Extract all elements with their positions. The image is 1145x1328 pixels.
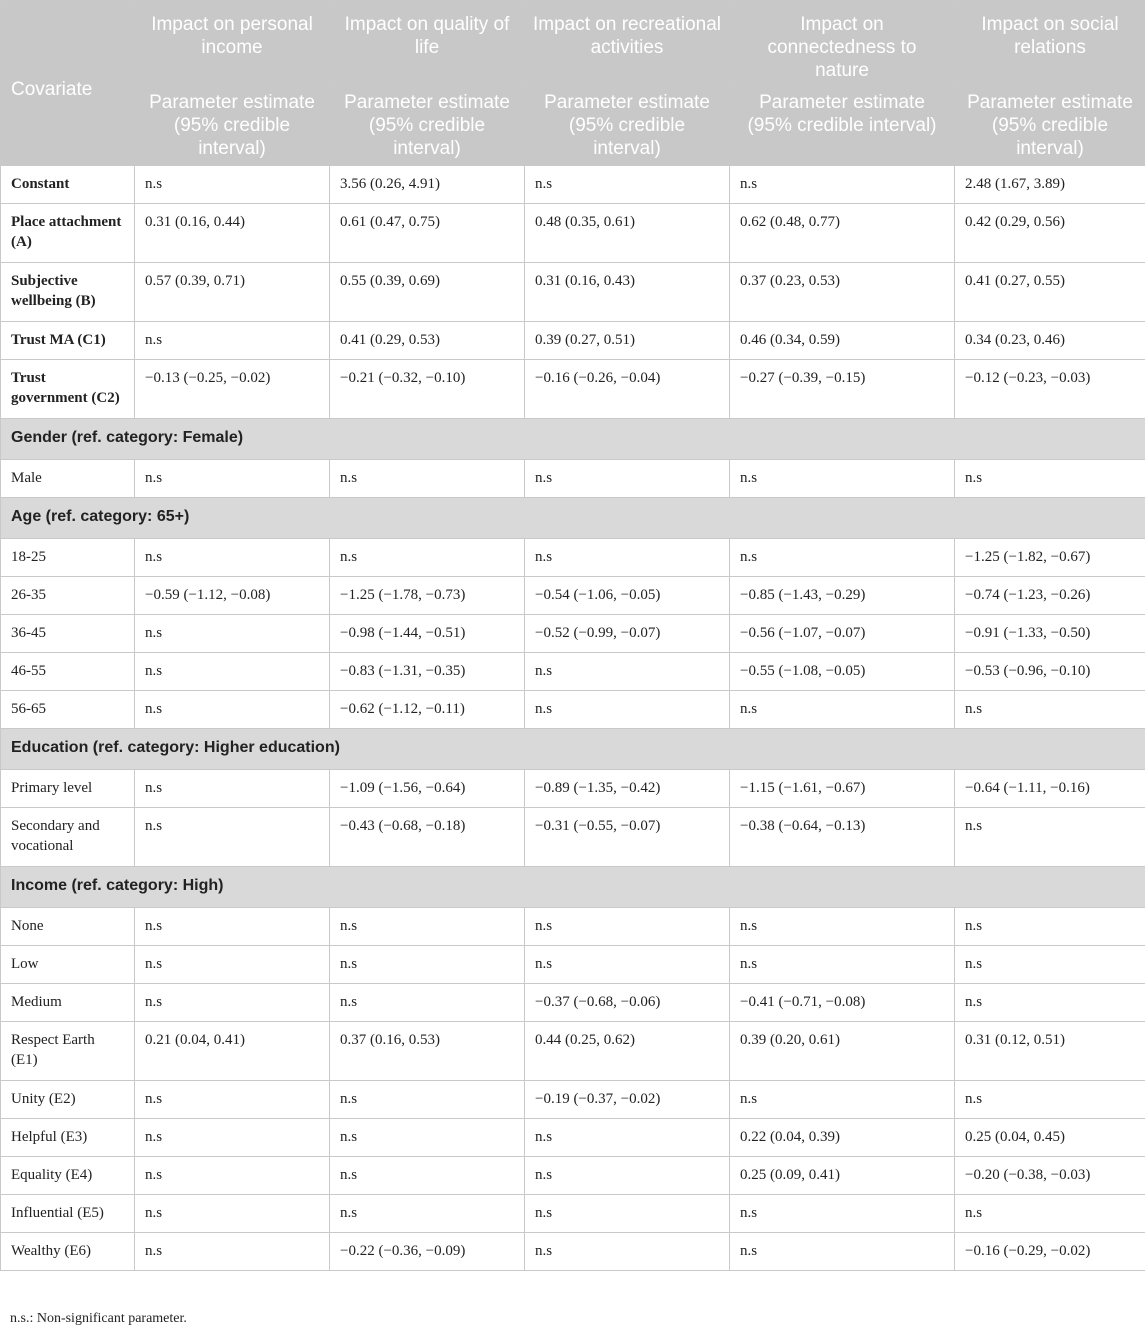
column-subtitle: Parameter estimate (95% credible interval) xyxy=(525,83,730,166)
estimate-cell: 0.31 (0.16, 0.44) xyxy=(135,204,330,263)
covariate-cell: Trust government (C2) xyxy=(1,360,135,419)
estimate-cell: n.s xyxy=(730,1081,955,1119)
covariate-cell: Trust MA (C1) xyxy=(1,322,135,360)
estimate-cell: n.s xyxy=(135,1195,330,1233)
estimate-cell: −0.22 (−0.36, −0.09) xyxy=(330,1233,525,1271)
estimate-cell: n.s xyxy=(730,1233,955,1271)
table-row xyxy=(1,360,1145,419)
estimate-cell: 0.48 (0.35, 0.61) xyxy=(525,204,730,263)
estimate-cell: n.s xyxy=(135,770,330,808)
estimate-cell: −1.25 (−1.78, −0.73) xyxy=(330,577,525,615)
table-row xyxy=(1,204,1145,263)
table-row xyxy=(1,166,1145,204)
estimate-cell: −0.98 (−1.44, −0.51) xyxy=(330,615,525,653)
covariate-cell: 26-35 xyxy=(1,577,135,615)
table-row xyxy=(1,808,1145,867)
table-row xyxy=(1,691,1145,729)
estimate-cell: n.s xyxy=(525,1233,730,1271)
section-label: Education (ref. category: Higher education) xyxy=(1,729,1145,770)
covariate-cell: 18-25 xyxy=(1,539,135,577)
estimate-cell: n.s xyxy=(525,653,730,691)
estimate-cell: 0.31 (0.12, 0.51) xyxy=(955,1022,1145,1081)
covariate-cell: Secondary and vocational xyxy=(1,808,135,867)
estimate-cell: 0.44 (0.25, 0.62) xyxy=(525,1022,730,1081)
estimate-cell: n.s xyxy=(955,984,1145,1022)
estimate-cell: n.s xyxy=(330,460,525,498)
covariate-cell: Place attachment (A) xyxy=(1,204,135,263)
estimate-cell: −0.16 (−0.26, −0.04) xyxy=(525,360,730,419)
table-row xyxy=(1,908,1145,946)
estimate-cell: n.s xyxy=(135,946,330,984)
estimate-cell: −1.25 (−1.82, −0.67) xyxy=(955,539,1145,577)
estimate-cell: n.s xyxy=(525,460,730,498)
estimate-cell: −0.54 (−1.06, −0.05) xyxy=(525,577,730,615)
estimate-cell: 0.46 (0.34, 0.59) xyxy=(730,322,955,360)
covariate-cell: Low xyxy=(1,946,135,984)
column-title: Impact on connectedness to nature xyxy=(730,1,955,83)
column-title: Impact on social relations xyxy=(955,1,1145,83)
estimate-cell: −1.09 (−1.56, −0.64) xyxy=(330,770,525,808)
estimate-cell: n.s xyxy=(525,1119,730,1157)
table-row xyxy=(1,1195,1145,1233)
estimate-cell: n.s xyxy=(135,1081,330,1119)
estimate-cell: −0.83 (−1.31, −0.35) xyxy=(330,653,525,691)
estimate-cell: n.s xyxy=(135,615,330,653)
column-title: Impact on personal income xyxy=(135,1,330,83)
estimate-cell: 0.42 (0.29, 0.56) xyxy=(955,204,1145,263)
estimate-cell: n.s xyxy=(135,984,330,1022)
table-row xyxy=(1,322,1145,360)
table-row xyxy=(1,1157,1145,1195)
estimate-cell: n.s xyxy=(330,539,525,577)
estimate-cell: n.s xyxy=(955,946,1145,984)
estimate-cell: −0.38 (−0.64, −0.13) xyxy=(730,808,955,867)
estimate-cell: n.s xyxy=(730,691,955,729)
covariate-cell: Influential (E5) xyxy=(1,1195,135,1233)
section-row xyxy=(1,729,1145,770)
section-row xyxy=(1,498,1145,539)
estimate-cell: n.s xyxy=(135,166,330,204)
estimate-cell: −0.59 (−1.12, −0.08) xyxy=(135,577,330,615)
covariate-cell: Unity (E2) xyxy=(1,1081,135,1119)
estimate-cell: 0.34 (0.23, 0.46) xyxy=(955,322,1145,360)
column-subtitle: Parameter estimate (95% credible interval) xyxy=(135,83,330,166)
estimate-cell: −0.89 (−1.35, −0.42) xyxy=(525,770,730,808)
table-row xyxy=(1,577,1145,615)
estimate-cell: 0.57 (0.39, 0.71) xyxy=(135,263,330,322)
covariate-cell: Constant xyxy=(1,166,135,204)
estimate-cell: −0.37 (−0.68, −0.06) xyxy=(525,984,730,1022)
estimate-cell: n.s xyxy=(330,1119,525,1157)
table-row xyxy=(1,653,1145,691)
estimate-cell: 0.25 (0.04, 0.45) xyxy=(955,1119,1145,1157)
table-row xyxy=(1,539,1145,577)
estimate-cell: n.s xyxy=(730,1195,955,1233)
estimate-cell: 0.25 (0.09, 0.41) xyxy=(730,1157,955,1195)
estimate-cell: n.s xyxy=(525,908,730,946)
estimate-cell: n.s xyxy=(330,984,525,1022)
table-row xyxy=(1,1022,1145,1081)
estimate-cell: n.s xyxy=(955,691,1145,729)
covariate-cell: Helpful (E3) xyxy=(1,1119,135,1157)
estimate-cell: −0.62 (−1.12, −0.11) xyxy=(330,691,525,729)
estimate-cell: 0.39 (0.20, 0.61) xyxy=(730,1022,955,1081)
covariate-cell: Equality (E4) xyxy=(1,1157,135,1195)
estimate-cell: n.s xyxy=(135,460,330,498)
table-row xyxy=(1,1233,1145,1271)
table-row xyxy=(1,984,1145,1022)
covariate-cell: Primary level xyxy=(1,770,135,808)
estimate-cell: n.s xyxy=(730,460,955,498)
estimate-cell: 0.22 (0.04, 0.39) xyxy=(730,1119,955,1157)
covariate-cell: None xyxy=(1,908,135,946)
estimate-cell: n.s xyxy=(525,946,730,984)
covariate-cell: Wealthy (E6) xyxy=(1,1233,135,1271)
estimate-cell: 3.56 (0.26, 4.91) xyxy=(330,166,525,204)
estimate-cell: n.s xyxy=(330,1195,525,1233)
estimate-cell: n.s xyxy=(730,908,955,946)
column-title: Impact on recreational activities xyxy=(525,1,730,83)
estimate-cell: n.s xyxy=(730,166,955,204)
estimate-cell: n.s xyxy=(955,1081,1145,1119)
estimate-cell: n.s xyxy=(525,166,730,204)
covariate-cell: Medium xyxy=(1,984,135,1022)
section-row xyxy=(1,419,1145,460)
table-row xyxy=(1,770,1145,808)
estimate-cell: n.s xyxy=(525,539,730,577)
estimate-cell: n.s xyxy=(135,908,330,946)
estimate-cell: 0.62 (0.48, 0.77) xyxy=(730,204,955,263)
estimate-cell: 0.61 (0.47, 0.75) xyxy=(330,204,525,263)
table-row xyxy=(1,1081,1145,1119)
estimate-cell: −0.16 (−0.29, −0.02) xyxy=(955,1233,1145,1271)
estimate-cell: −0.74 (−1.23, −0.26) xyxy=(955,577,1145,615)
estimate-cell: n.s xyxy=(135,653,330,691)
covariate-cell: 36-45 xyxy=(1,615,135,653)
estimate-cell: 0.39 (0.27, 0.51) xyxy=(525,322,730,360)
estimate-cell: n.s xyxy=(330,1157,525,1195)
estimate-cell: 0.37 (0.16, 0.53) xyxy=(330,1022,525,1081)
covariate-cell: 56-65 xyxy=(1,691,135,729)
estimate-cell: −0.64 (−1.11, −0.16) xyxy=(955,770,1145,808)
estimate-cell: −0.12 (−0.23, −0.03) xyxy=(955,360,1145,419)
estimate-cell: 0.41 (0.27, 0.55) xyxy=(955,263,1145,322)
estimate-cell: −0.21 (−0.32, −0.10) xyxy=(330,360,525,419)
column-subtitle: Parameter estimate (95% credible interval) xyxy=(955,83,1145,166)
covariate-header: Covariate xyxy=(1,1,135,166)
table-row xyxy=(1,263,1145,322)
estimate-cell: n.s xyxy=(330,1081,525,1119)
estimate-cell: 0.55 (0.39, 0.69) xyxy=(330,263,525,322)
estimate-cell: n.s xyxy=(135,539,330,577)
estimate-cell: −0.13 (−0.25, −0.02) xyxy=(135,360,330,419)
estimate-cell: n.s xyxy=(730,539,955,577)
estimate-cell: −0.91 (−1.33, −0.50) xyxy=(955,615,1145,653)
estimate-cell: n.s xyxy=(525,1157,730,1195)
estimate-cell: n.s xyxy=(135,1233,330,1271)
estimate-cell: −0.31 (−0.55, −0.07) xyxy=(525,808,730,867)
table-row xyxy=(1,460,1145,498)
estimate-cell: n.s xyxy=(330,908,525,946)
estimate-cell: n.s xyxy=(955,460,1145,498)
estimate-cell: n.s xyxy=(525,691,730,729)
estimate-cell: −0.52 (−0.99, −0.07) xyxy=(525,615,730,653)
covariate-cell: Male xyxy=(1,460,135,498)
estimate-cell: −0.19 (−0.37, −0.02) xyxy=(525,1081,730,1119)
estimate-cell: −0.27 (−0.39, −0.15) xyxy=(730,360,955,419)
estimate-cell: n.s xyxy=(135,1157,330,1195)
estimate-cell: 0.31 (0.16, 0.43) xyxy=(525,263,730,322)
estimate-cell: −0.56 (−1.07, −0.07) xyxy=(730,615,955,653)
estimate-cell: n.s xyxy=(135,691,330,729)
estimate-cell: −0.41 (−0.71, −0.08) xyxy=(730,984,955,1022)
estimate-cell: n.s xyxy=(135,1119,330,1157)
estimate-cell: n.s xyxy=(730,946,955,984)
column-subtitle: Parameter estimate (95% credible interval) xyxy=(330,83,525,166)
table-header xyxy=(1,1,1145,166)
section-label: Age (ref. category: 65+) xyxy=(1,498,1145,539)
section-label: Income (ref. category: High) xyxy=(1,867,1145,908)
estimate-cell: n.s xyxy=(525,1195,730,1233)
estimate-cell: −0.53 (−0.96, −0.10) xyxy=(955,653,1145,691)
estimate-cell: 0.41 (0.29, 0.53) xyxy=(330,322,525,360)
section-label: Gender (ref. category: Female) xyxy=(1,419,1145,460)
estimate-cell: n.s xyxy=(955,808,1145,867)
covariate-cell: 46-55 xyxy=(1,653,135,691)
table-row xyxy=(1,615,1145,653)
estimate-cell: −0.20 (−0.38, −0.03) xyxy=(955,1157,1145,1195)
estimate-cell: n.s xyxy=(135,322,330,360)
section-row xyxy=(1,867,1145,908)
table-body xyxy=(1,166,1145,1271)
estimate-cell: n.s xyxy=(330,946,525,984)
covariate-cell: Subjective wellbeing (B) xyxy=(1,263,135,322)
estimate-cell: n.s xyxy=(135,808,330,867)
footnote: n.s.: Non-significant parameter. xyxy=(10,1311,187,1326)
estimate-cell: −1.15 (−1.61, −0.67) xyxy=(730,770,955,808)
table-row xyxy=(1,946,1145,984)
estimate-cell: 2.48 (1.67, 3.89) xyxy=(955,166,1145,204)
estimate-cell: 0.37 (0.23, 0.53) xyxy=(730,263,955,322)
estimate-cell: −0.55 (−1.08, −0.05) xyxy=(730,653,955,691)
estimate-cell: −0.85 (−1.43, −0.29) xyxy=(730,577,955,615)
table-row xyxy=(1,1119,1145,1157)
estimate-cell: n.s xyxy=(955,908,1145,946)
estimate-cell: 0.21 (0.04, 0.41) xyxy=(135,1022,330,1081)
column-title: Impact on quality of life xyxy=(330,1,525,83)
covariate-cell: Respect Earth (E1) xyxy=(1,1022,135,1081)
estimate-cell: −0.43 (−0.68, −0.18) xyxy=(330,808,525,867)
column-subtitle: Parameter estimate (95% credible interval) xyxy=(730,83,955,166)
estimate-cell: n.s xyxy=(955,1195,1145,1233)
